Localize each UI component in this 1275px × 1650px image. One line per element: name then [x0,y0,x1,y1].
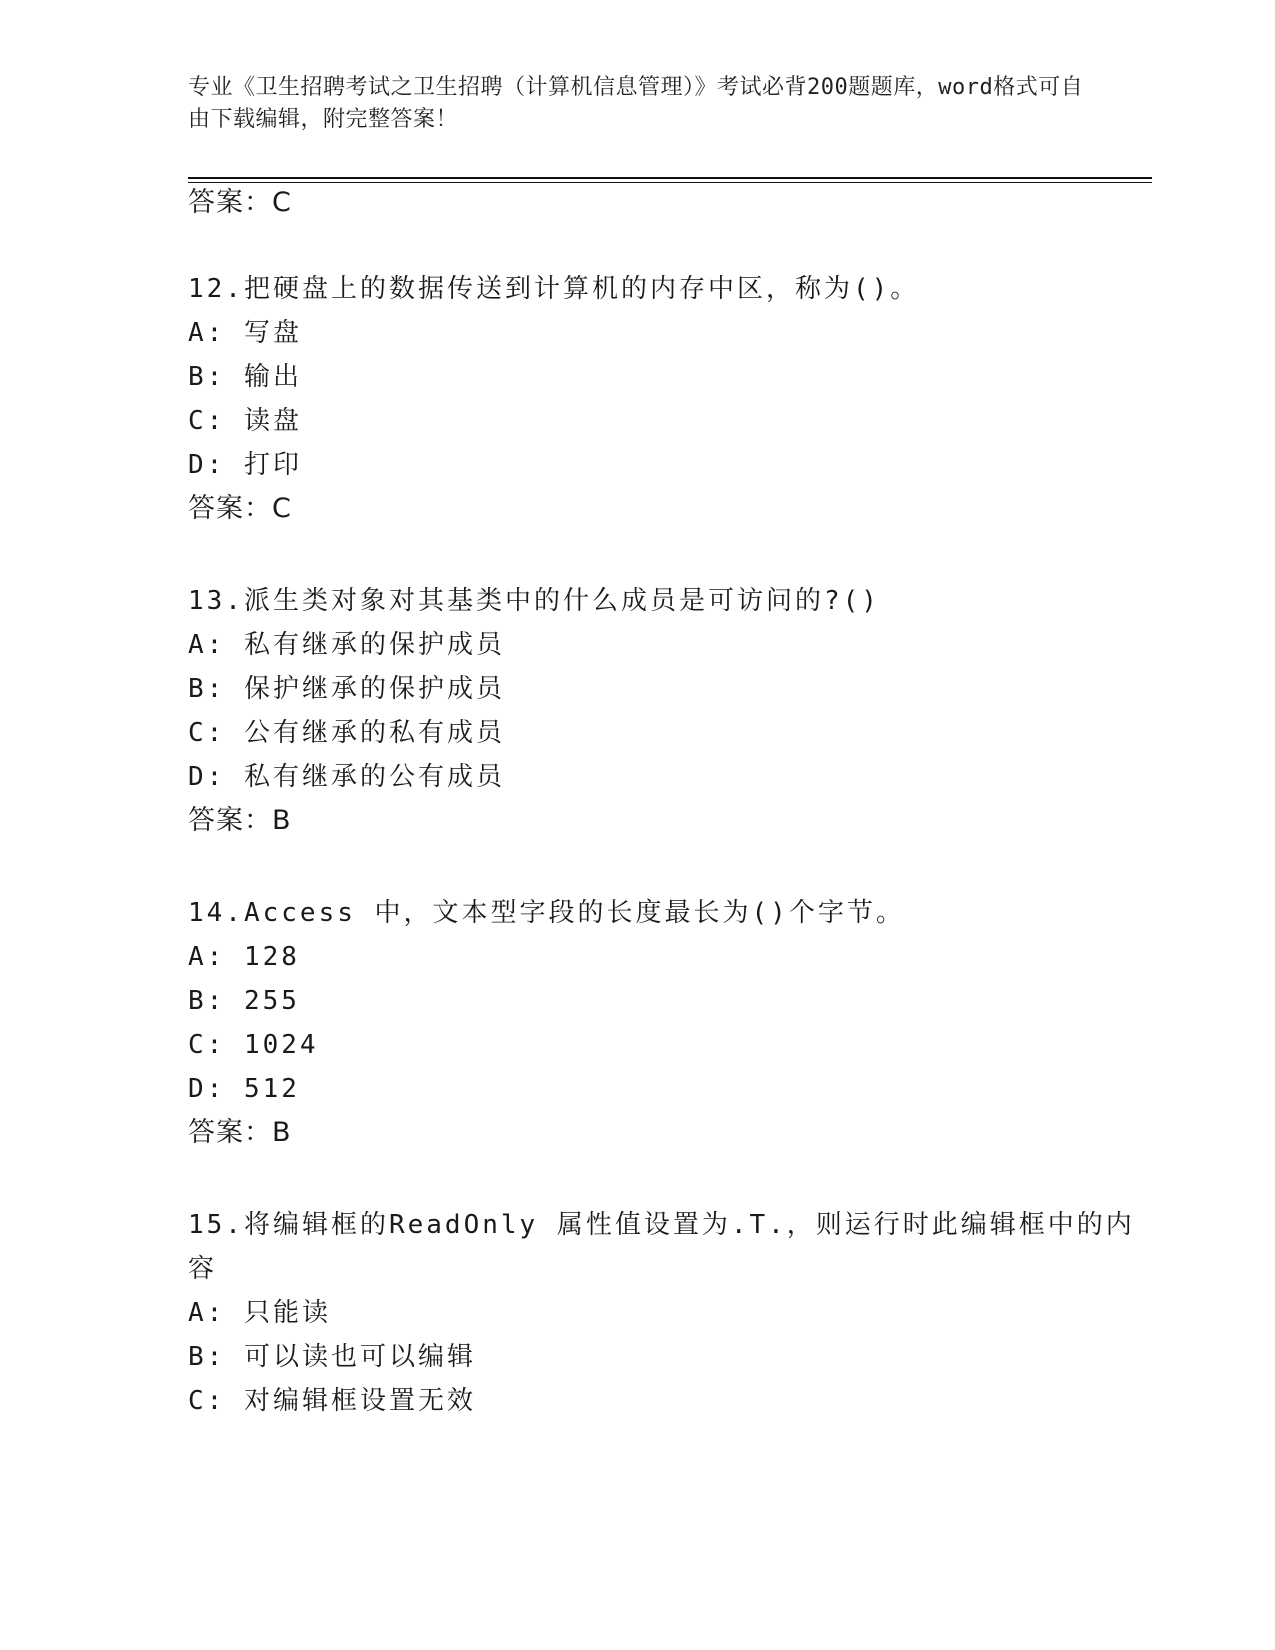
question-14-option-d: D: 512 [188,1074,300,1104]
question-13-option-d: D: 私有继承的公有成员 [188,762,505,792]
question-13-option-b: B: 保护继承的保护成员 [188,674,505,704]
question-12-option-d: D: 打印 [188,450,302,480]
question-15-option-b: B: 可以读也可以编辑 [188,1342,476,1372]
question-15-option-a: A: 只能读 [188,1298,331,1328]
question-12-option-b: B: 输出 [188,362,302,392]
question-15-option-c: C: 对编辑框设置无效 [188,1386,476,1416]
question-12-option-a: A: 写盘 [188,318,302,348]
question-13-option-c: C: 公有继承的私有成员 [188,718,505,748]
question-15-text-line2: 容 [188,1254,218,1284]
answer-11: 答案：C [188,187,292,218]
header-rule-thick [188,177,1152,179]
question-14-option-b: B: 255 [188,986,300,1016]
question-14-option-c: C: 1024 [188,1030,319,1060]
header-rule-thin [188,182,1152,183]
question-12-option-c: C: 读盘 [188,406,302,436]
answer-14: 答案：B [188,1117,292,1148]
question-14-option-a: A: 128 [188,942,300,972]
question-13-text: 13.派生类对象对其基类中的什么成员是可访问的?() [188,586,880,616]
answer-13: 答案：B [188,805,292,836]
question-12-text: 12.把硬盘上的数据传送到计算机的内存中区，称为()。 [188,274,920,304]
document-header: 专业《卫生招聘考试之卫生招聘（计算机信息管理）》考试必背200题题库，word格式可自由下载编辑，附完整答案！ [188,75,1084,132]
question-14-text: 14.Access 中，文本型字段的长度最长为()个字节。 [188,898,905,928]
answer-12: 答案：C [188,493,292,524]
question-13-option-a: A: 私有继承的保护成员 [188,630,505,660]
question-15-text-line1: 15.将编辑框的ReadOnly 属性值设置为.T.，则运行时此编辑框中的内 [188,1210,1135,1240]
